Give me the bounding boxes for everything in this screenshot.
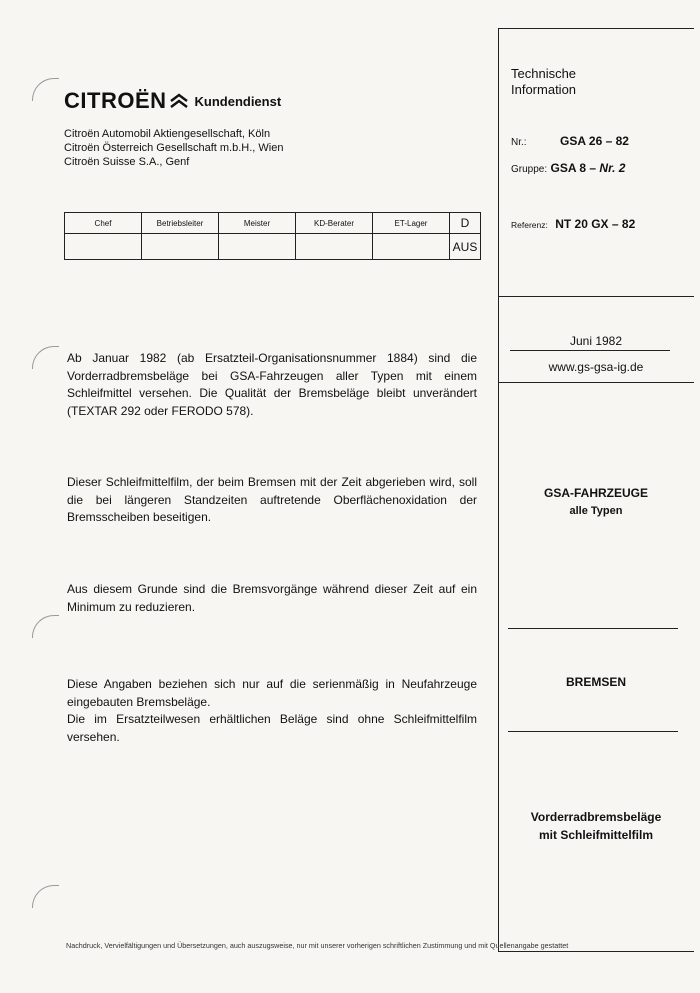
routing-column-header: Betriebsleiter bbox=[142, 213, 219, 234]
group-label: Gruppe: bbox=[511, 164, 548, 175]
document-number bbox=[511, 134, 629, 148]
ref-label: Referenz: bbox=[511, 220, 548, 230]
punch-hole-mark bbox=[32, 346, 59, 369]
routing-column-header: Meister bbox=[219, 213, 296, 234]
citroen-logo bbox=[64, 88, 281, 114]
divider bbox=[508, 731, 678, 732]
punch-hole-mark bbox=[32, 78, 59, 101]
topic-title: Vorderradbremsbeläge mit Schleifmittelfilm bbox=[530, 810, 662, 842]
divider bbox=[498, 296, 694, 297]
language-code: D bbox=[450, 213, 481, 234]
routing-signature-cell bbox=[373, 234, 450, 260]
subject-heading: BREMSEN bbox=[565, 675, 626, 689]
routing-table bbox=[64, 212, 481, 260]
routing-column-header: KD-Berater bbox=[296, 213, 373, 234]
group-value: GSA 8 – bbox=[550, 161, 597, 175]
routing-signature-cell bbox=[65, 234, 142, 260]
body-paragraph: Aus diesem Grunde sind die Bremsvorgänge während dieser Zeit auf ein Minimum zu reduzieren. bbox=[67, 582, 477, 614]
document-type-title: Technische Information bbox=[511, 66, 577, 97]
punch-hole-mark bbox=[32, 615, 59, 638]
website-url: www.gs-gsa-ig.de bbox=[548, 360, 644, 374]
copyright-footer: Nachdruck, Vervielfältigungen und Übersetzungen, auch auszugsweise, nur mit unserer vorherigen schriftlichen Zustimmung und mit Quellenangabe gestattet bbox=[66, 941, 569, 950]
routing-column-header: Chef bbox=[65, 213, 142, 234]
company-line: Citroën Suisse S.A., Genf bbox=[64, 156, 190, 168]
routing-signature-cell bbox=[142, 234, 219, 260]
routing-signature-cell bbox=[219, 234, 296, 260]
nr-value: GSA 26 – 82 bbox=[560, 134, 629, 148]
document-reference bbox=[511, 217, 635, 231]
group-number: Nr. 2 bbox=[599, 161, 626, 175]
body-paragraph: Ab Januar 1982 (ab Ersatzteil-Organisationsnummer 1884) sind die Vorderradbremsbeläge bei GSA-Fahrzeugen aller Typen mit einem Schleifmittel versehen. Die Qualität der Bremsbeläge bleibt unverändert (TEXTAR 292 oder FERODO 578). bbox=[67, 351, 477, 418]
country-code: AUS bbox=[450, 234, 481, 260]
divider bbox=[508, 628, 678, 629]
routing-column-header: ET-Lager bbox=[373, 213, 450, 234]
double-chevron-icon bbox=[169, 92, 189, 110]
company-addresses bbox=[64, 127, 283, 169]
document-group bbox=[511, 161, 625, 175]
issue-date: Juni 1982 bbox=[569, 334, 623, 348]
divider bbox=[498, 382, 694, 383]
company-line: Citroën Automobil Aktiengesellschaft, Köln bbox=[64, 128, 271, 140]
brand-name: CITROËN bbox=[64, 88, 167, 113]
body-paragraph: Die im Ersatzteilwesen erhältlichen Beläge sind ohne Schleifmittelfilm versehen. bbox=[67, 712, 477, 744]
body-paragraph: Diese Angaben beziehen sich nur auf die serienmäßig in Neufahrzeuge eingebauten Bremsbeläge. bbox=[67, 677, 477, 709]
divider bbox=[510, 350, 670, 351]
body-paragraph: Dieser Schleifmittelfilm, der beim Bremsen mit der Zeit abgerieben wird, soll die bei längeren Standzeiten auftretende Oberflächenoxidation der Bremsscheiben beseitigen. bbox=[67, 475, 477, 524]
service-label: Kundendienst bbox=[194, 93, 282, 109]
nr-label: Nr.: bbox=[511, 137, 527, 148]
vehicle-scope: GSA-FAHRZEUGE alle Typen bbox=[543, 486, 648, 517]
company-line: Citroën Österreich Gesellschaft m.b.H., Wien bbox=[64, 142, 284, 154]
punch-hole-mark bbox=[32, 885, 59, 908]
ref-value: NT 20 GX – 82 bbox=[555, 217, 636, 231]
routing-signature-cell bbox=[296, 234, 373, 260]
